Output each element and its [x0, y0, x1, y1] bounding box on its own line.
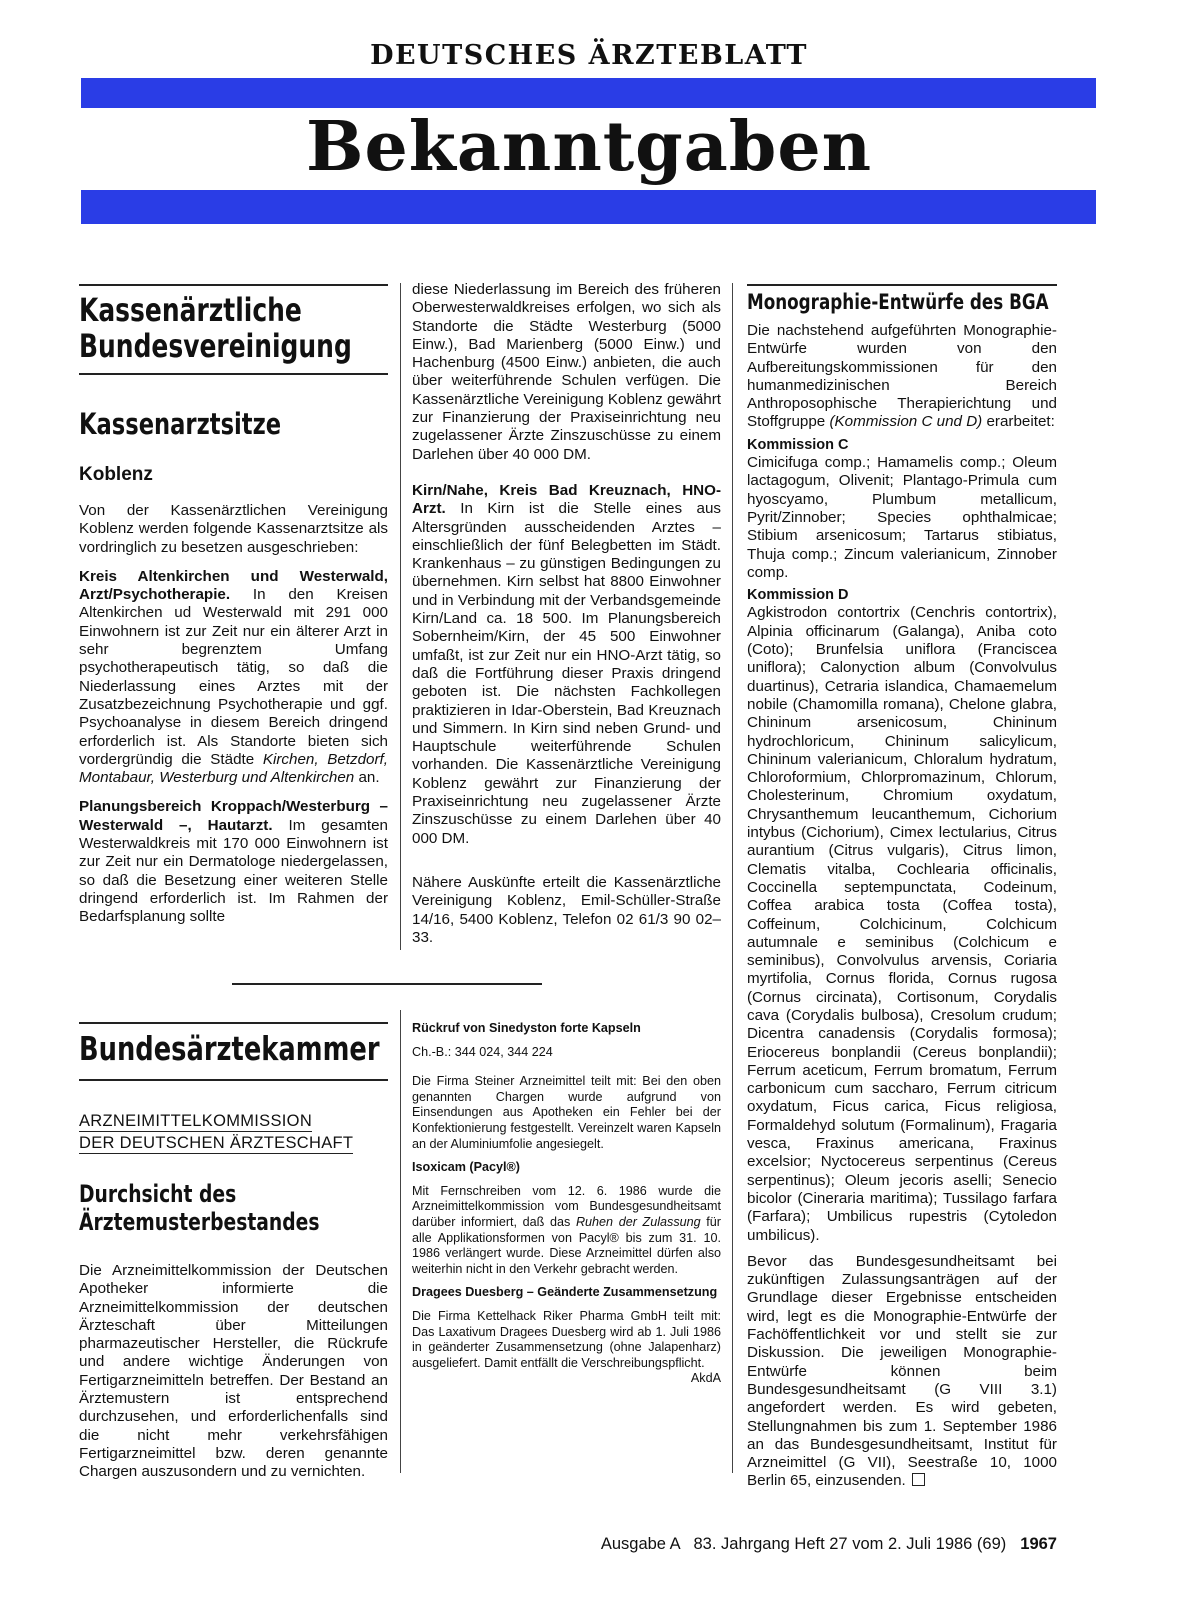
kbv-column-1 — [79, 502, 388, 952]
baek-paragraph: Die Arzneimittelkommission der Deutschen Apotheker informierte die Arzneimittelkommission der deutschen Ärzteschaft über Mitteilungen pharmazeutischer Hersteller, die Rückrufe und andere wichtige Änderungen von Fertigarzneimitteln betreffen. Der Bestand an Ärztemustern ist entsprechend durchzusehen, und erforderlichenfalls sind die nicht mehr verkehrsfähigen Fertigarzneimittel bzw. deren genannte Chargen auszusondern und zu vernichten. — [79, 1262, 388, 1481]
contact-paragraph: Nähere Auskünfte erteilt die Kassenärztliche Vereinigung Koblenz, Emil-Schüller-Straße 14/16, 5400 Koblenz, Telefon 02 61/3 90 02–33. — [412, 873, 721, 946]
notice-1-text: Die Firma Steiner Arzneimittel teilt mit: Bei den oben genannten Chargen wurde aufgrund von Einsendungen aus Apotheken ein Fehler bei der Konfektionierung festgestellt. Vereinzelt waren Kapseln an der Aluminiumfolie angesiegelt. — [412, 1074, 721, 1151]
footer-issue: Ausgabe A 83. Jahrgang Heft 27 vom 2. Juli 1986 (69) — [600, 1535, 1007, 1553]
kommission-c-label: Kommission C — [747, 436, 849, 453]
heading-rule — [747, 284, 1057, 286]
notice-2-title: Isoxicam (Pacyl®) — [412, 1160, 520, 1175]
column-divider — [732, 283, 733, 1473]
notice-3-text: Die Firma Kettelhack Riker Pharma GmbH teilt mit: Das Laxativum Dragees Duesberg wird ab 1. Juli 1986 in geänderter Zusammensetzung (ohne Jalapenharz) ausgeliefert. Damit entfällt die Verschreibungspflicht. AkdA — [412, 1308, 721, 1386]
kommission-line: ARZNEIMITTELKOMMISSION — [79, 1112, 313, 1130]
topic-line: Durchsicht des — [79, 1180, 237, 1208]
region-heading: Koblenz — [79, 464, 153, 485]
baek-body — [79, 1262, 388, 1493]
end-mark-icon — [912, 1473, 925, 1486]
heading-rule — [79, 373, 388, 375]
heading-rule — [79, 284, 388, 286]
topic-line: Ärztemusterbestandes — [79, 1208, 320, 1236]
notice-3-signature: AkdA — [690, 1371, 721, 1386]
notice-1-charges: Ch.-B.: 344 024, 344 224 — [412, 1044, 553, 1059]
entry-kirn: Kirn/Nahe, Kreis Bad Kreuznach, HNO-Arzt. In Kirn ist die Stelle eines aus Altersgründen ausscheidenden Arztes – einschließlich der fünf Belegbetten im Städt. Krankenhaus – zu günstigen Bedingungen zu übernehmen. Kirn selbst hat 8800 Einwohner und in Verbindung mit der Verbandsgemeinde Kirn/Land ca. 18 500. Im Planungsbereich Sobernheim/Kirn, der 45 500 Einwohner umfaßt, ist zur Zeit nur ein HNO-Arzt tätig, so daß die Fortführung dieser Praxis dringend geboten ist. Die nächsten Fachkollegen praktizieren in Idar-Oberstein, Bad Kreuznach und Simmern. In Kirn sind neben Grund- und Hauptschule weiterführende Schulen vorhanden. Die Kassenärztliche Vereinigung Koblenz gewährt zur Finanzierung der Praxiseinrichtung neu zugelassener Ärzte Zinszuschüsse zu einem Darlehen über 40 000 DM. — [412, 481, 721, 847]
kommission-c-list: Cimicifuga comp.; Hamamelis comp.; Oleum lactagogum, Olivenit; Plantago-Primula cum hyoscyamo, Plumbum metallicum, Pyrit/Zinnober; Species ophthalmicae; Stibium arsenicosum; Tartarus stibiatus, Thuja comp.; Zincum valerianicum, Zinnober comp. — [747, 454, 1057, 581]
entry-kroppach: Planungsbereich Kroppach/Westerburg – Westerwald –, Hautarzt. Im gesamten Westerwaldkreis mit 170 000 Einwohnern ist zur Zeit nur ein Dermatologe niedergelassen, so daß die Besetzung einer weiteren Stelle dringend erforderlich ist. Im Rahmen der Bedarfsplanung sollte — [79, 798, 388, 926]
section-title: Bekanntgaben — [305, 107, 873, 187]
org-heading-line: Kassenärztliche — [79, 291, 302, 329]
kommission-d-label: Kommission D — [747, 587, 849, 604]
kommission-line: DER DEUTSCHEN ÄRZTESCHAFT — [79, 1134, 354, 1152]
notices-column — [412, 1021, 721, 1387]
heading-rule — [79, 1079, 388, 1081]
org-heading-line: Bundesvereinigung — [79, 327, 352, 365]
org-heading-baek: Bundesärztekammer — [79, 1029, 380, 1068]
blue-band-bottom — [81, 190, 1096, 224]
masthead: DEUTSCHES ÄRZTEBLATT — [370, 40, 808, 71]
topic-heading: Kassenarztsitze — [79, 407, 282, 441]
heading-rule — [79, 1022, 388, 1024]
page-footer — [601, 1535, 1057, 1554]
page-number: 1967 — [1020, 1535, 1057, 1553]
column-divider — [400, 283, 401, 950]
notice-1-title: Rückruf von Sinedyston forte Kapseln — [412, 1021, 641, 1035]
bga-closing: Bevor das Bundesgesundheitsamt bei zukünftigen Zulassungsanträgen auf der Grundlage dieser Ergebnisse entscheiden wird, legt es die Monographie-Entwürfe der Fachöffentlichkeit vor und stellt sie zur Diskussion. Die jeweiligen Monographie-Entwürfe können beim Bundesgesundheitsamt (G VIII 3.1) angefordert werden. Es wird gebeten, Stellungnahmen bis zum 1. September 1986 an das Bundesgesundheitsamt, Institut für Arzneimittel (G VII), Seestraße 10, 1000 Berlin 65, einzusenden. — [747, 1252, 1057, 1490]
kommission-d-list: Agkistrodon contortrix (Cenchris contortrix), Alpinia officinarum (Galanga), Aniba coto (Coto); Brunfelsia uniflora (Franciscea uniflora); Calonyction album (Convolvulus duartinus), Cetraria islandica, Chamaemelum nobile (Chamomilla romana), Chelone glabra, Chininum arsenicosum, Chininum hydrochloricum, Chininum salicylicum, Chininum valerianicum, Chloralum hydratum, Chloroformium, Chlorpromazinum, Chlorum, Cholesterinum, Chromium oxydatum, Chrysanthemum leucanthemum, Cichorium intybus (Cichorium), Cimex lectularius, Citrus aurantium (Citrus vulgaris), Citrus limon, Clematis vitalba, Cochlearia officinalis, Coccinella septempunctata, Codeinum, Coffea arabica tosta (Coffea tosta), Coffeinum, Colchicinum, Colchicum autumnale e seminibus (Colchicum e seminibus), Convolvulus arvensis, Coriaria myrtifolia, Cornus florida, Cornus rugosa (Cornus circinata), Cortisonum, Corydalis cava (Corydalis bulbosa), Cresolum crudum; Dicentra canadensis (Corydalis formosa); Eriocereus bonplandii (Cereus bonplandii); Ferrum aceticum, Ferrum bromatum, Ferrum carbonicum cum saccharo, Ferrum citricum oxydatum, Ficus carica, Ficus religiosa, Formaldehyd solutum (Formalinum), Fragaria vesca, Fraxinus americana, Fraxinus excelsior; Nyctocereus serpentinus (Cereus serpentinus); Oleum jecoris aselli; Senecio bicolor (Cineraria maritima); Tussilago farfara (Farfara); Umbilicus rupestris (Cytoledon umbilicus). — [747, 604, 1057, 1244]
notice-2-text: Mit Fernschreiben vom 12. 6. 1986 wurde die Arzneimittelkommission vom Bundesgesundheitsamt darüber informiert, daß das Ruhen der Zulassung für alle Applikationsformen von Pacyl® bis zum 31. 10. 1986 verlängert wurde. Diese Arzneimittel dürfen also weiterhin nicht in den Verkehr gebracht werden. — [412, 1183, 721, 1276]
notice-3-title: Dragees Duesberg – Geänderte Zusammensetzung — [412, 1285, 718, 1300]
bga-column — [747, 322, 1057, 1502]
bga-heading: Monographie-Entwürfe des BGA — [747, 290, 1049, 315]
org-heading-kbv — [79, 292, 352, 364]
continuation-paragraph: diese Niederlassung im Bereich des früheren Oberwesterwaldkreises erfolgen, wo sich als Standorte die Städte Westerburg (5000 Einw.), Bad Marienberg (5000 Einw.) und Hachenburg (4500 Einw.) anbieten, die auch über weiterführende Schulen verfügen. Die Kassenärztliche Vereinigung Koblenz gewährt zur Finanzierung der Praxiseinrichtung neu zugelassener Ärzte Zinszuschüsse zu einem Darlehen über 40 000 DM. — [412, 281, 721, 463]
intro-paragraph: Von der Kassenärztlichen Vereinigung Koblenz werden folgende Kassenarztsitze als vordringlich zu besetzen ausgeschrieben: — [79, 502, 388, 556]
kbv-column-2 — [412, 281, 721, 951]
column-divider — [400, 1010, 401, 1473]
kommission-heading — [79, 1110, 353, 1154]
section-divider — [232, 983, 542, 985]
bga-intro: Die nachstehend aufgeführten Monographie-Entwürfe wurden von den Aufbereitungskommissionen für den humanmedizinischen Bereich Anthroposophische Therapierichtung und Stoffgruppe (Kommission C und D) erarbeitet: — [747, 322, 1057, 431]
topic-heading-aerztemuster — [79, 1180, 320, 1236]
entry-altenkirchen: Kreis Altenkirchen und Westerwald, Arzt/Psychotherapie. In den Kreisen Altenkirchen ud Westerwald mit 291 000 Einwohnern ist zur Zeit nur ein älterer Arzt in sehr begrenztem Umfang psychotherapeutisch tätig, so daß die Niederlassung eines Arztes mit der Zusatzbezeichnung Psychotherapie und ggf. Psychoanalyse in diesem Bereich dringend erforderlich ist. Als Standorte bieten sich vordergründig die Städte Kirchen, Betzdorf, Montabaur, Westerburg und Altenkirchen an. — [79, 567, 388, 787]
